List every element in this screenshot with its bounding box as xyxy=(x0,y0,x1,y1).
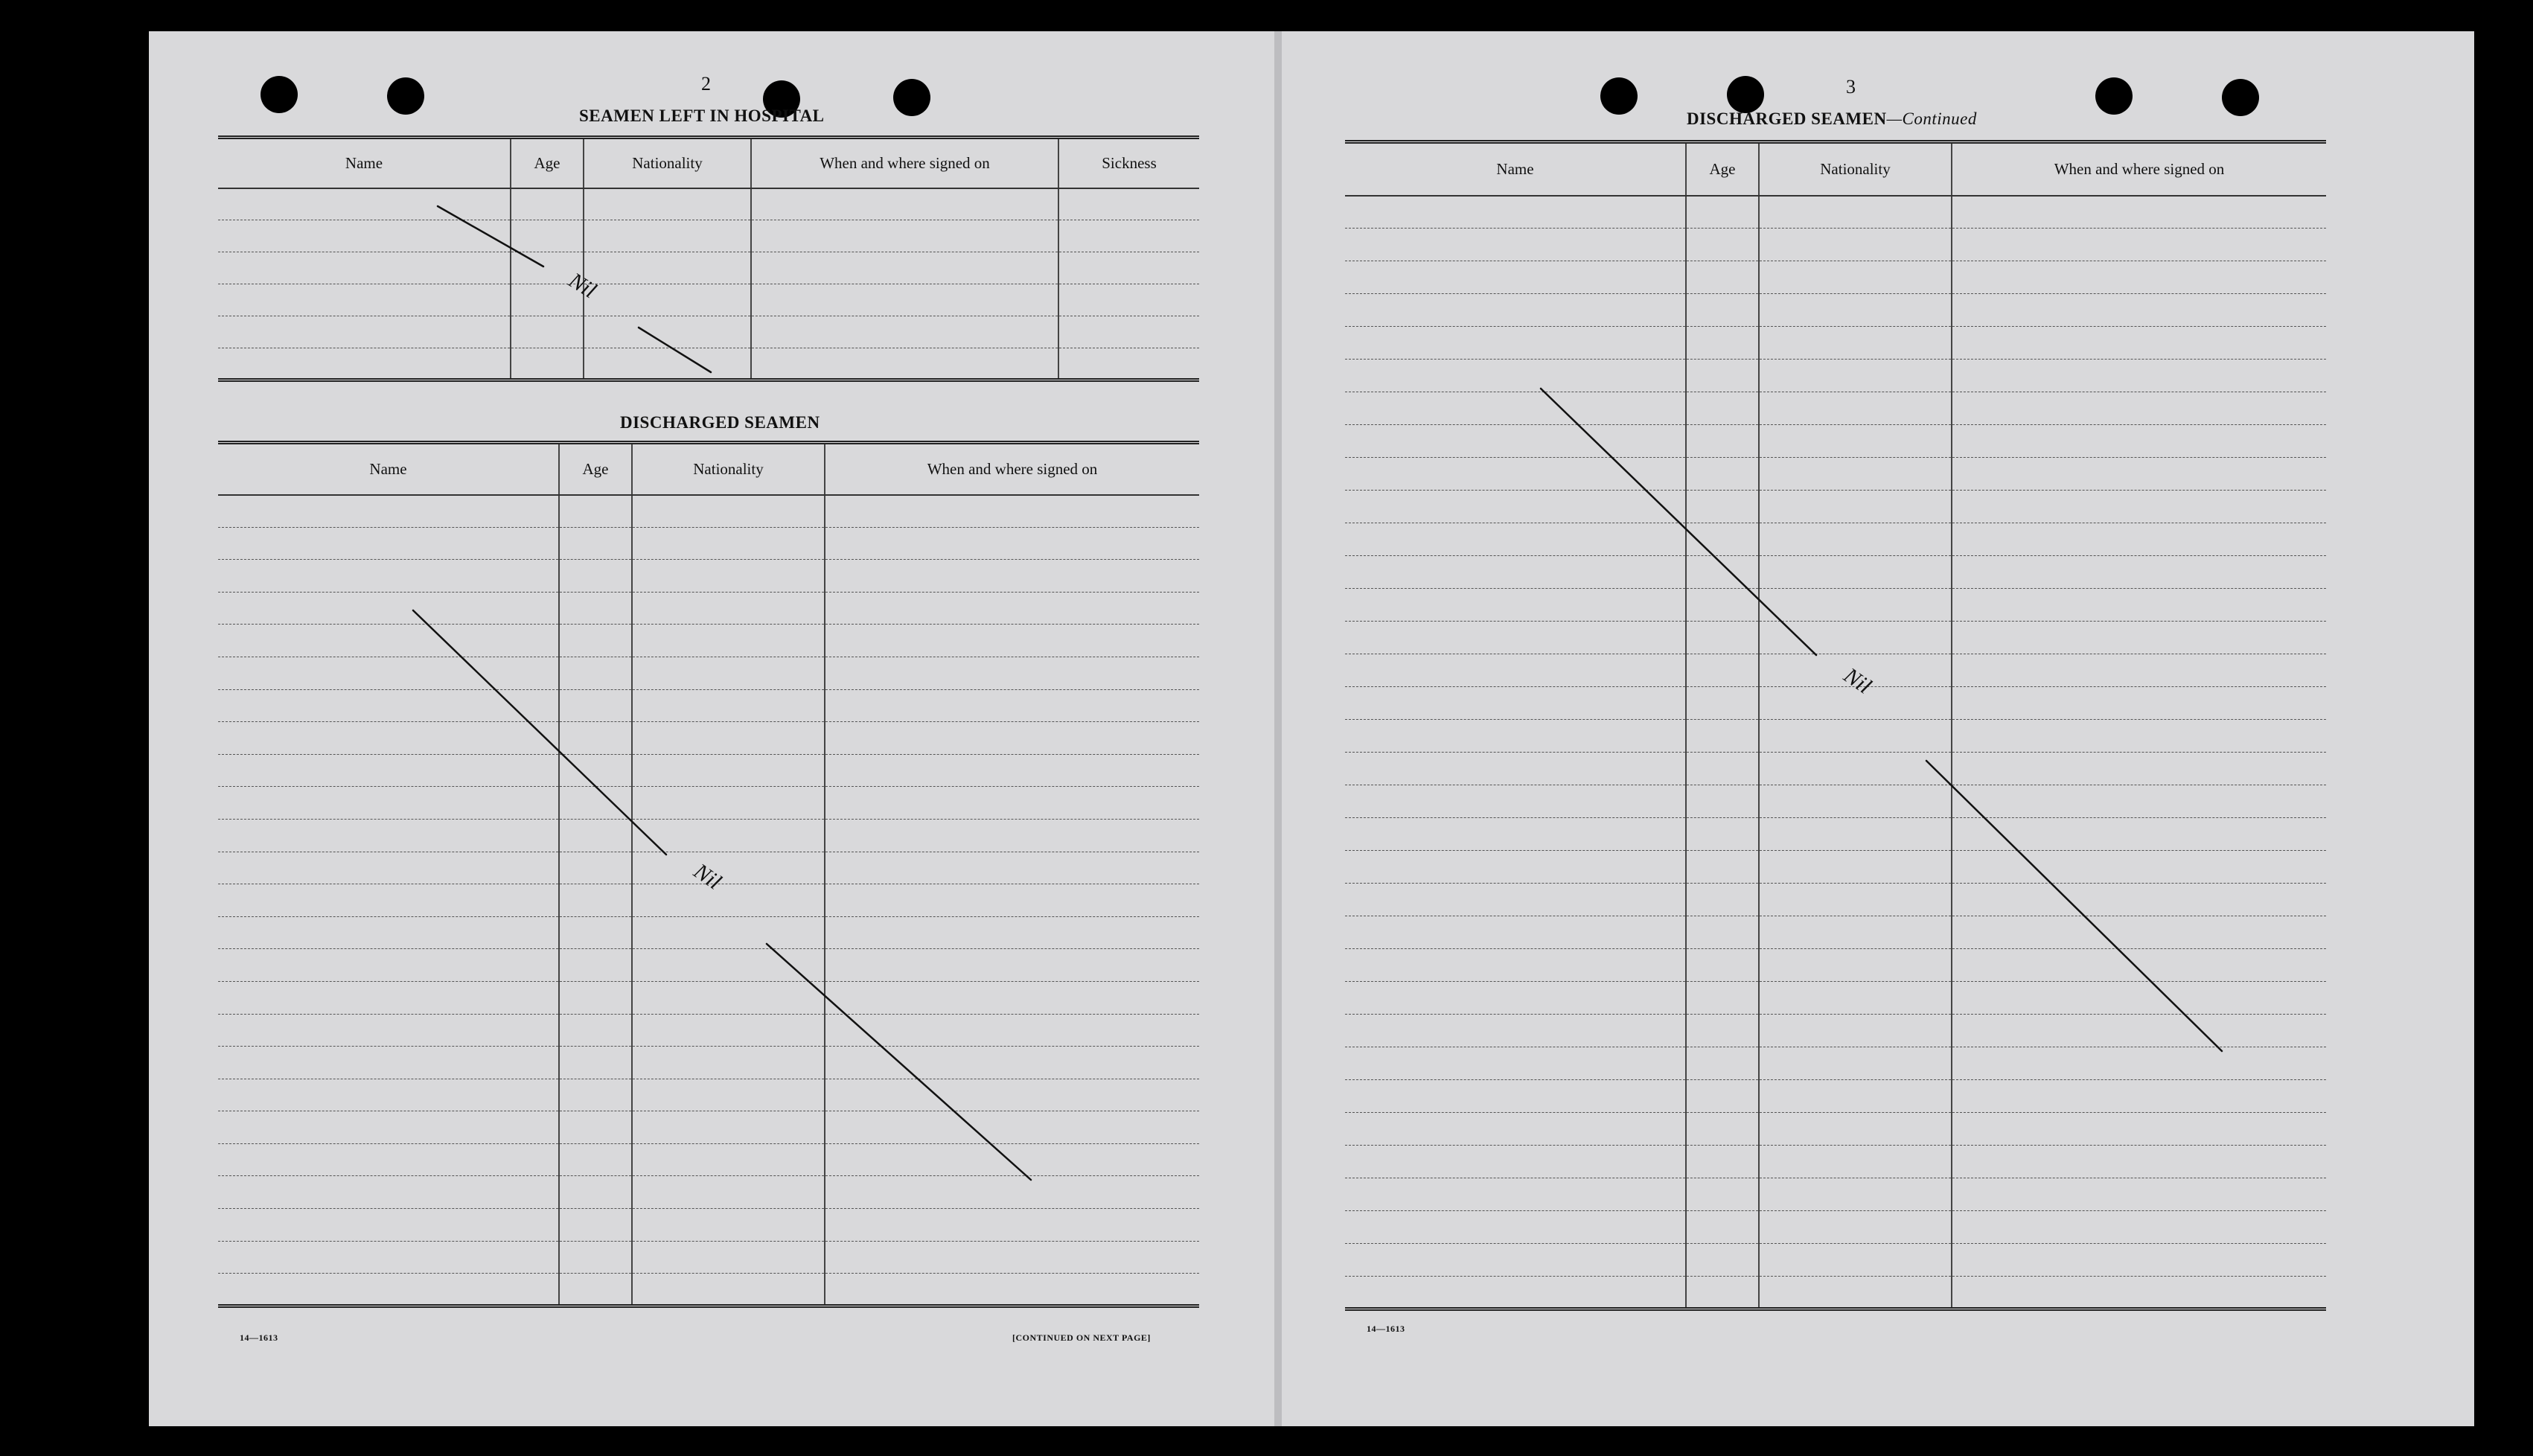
column-header-name: Name xyxy=(218,138,511,188)
continued-suffix: —Continued xyxy=(1886,109,1977,128)
form-number-right: 14—1613 xyxy=(1367,1324,1405,1334)
column-header-sickness: Sickness xyxy=(1058,138,1199,188)
strike-line xyxy=(1926,761,2222,1051)
nil-annotation: Nil xyxy=(689,858,726,895)
column-header-age: Age xyxy=(559,443,632,495)
nil-annotation: Nil xyxy=(564,267,601,304)
column-header-age: Age xyxy=(1686,142,1759,196)
strike-line xyxy=(639,328,711,372)
strike-line xyxy=(767,944,1031,1180)
strike-line xyxy=(1541,389,1816,655)
nil-annotation: Nil xyxy=(1839,662,1876,699)
column-header-name: Name xyxy=(1345,142,1686,196)
page-number-right: 3 xyxy=(1846,76,1856,98)
column-header-signed-on: When and where signed on xyxy=(1952,142,2326,196)
column-header-nationality: Nationality xyxy=(584,138,751,188)
page-number-left: 2 xyxy=(701,73,711,95)
column-header-nationality: Nationality xyxy=(632,443,825,495)
discharged-continued-title-main: DISCHARGED SEAMEN xyxy=(1687,109,1887,128)
strike-line xyxy=(413,610,666,855)
strike-line xyxy=(438,206,543,266)
column-header-signed-on: When and where signed on xyxy=(825,443,1199,495)
form-number-left: 14—1613 xyxy=(240,1332,278,1343)
discharged-section-title: DISCHARGED SEAMEN xyxy=(620,413,820,432)
column-header-signed-on: When and where signed on xyxy=(751,138,1058,188)
continued-note: [CONTINUED ON NEXT PAGE] xyxy=(1012,1332,1151,1343)
column-header-name: Name xyxy=(218,443,559,495)
column-header-age: Age xyxy=(511,138,584,188)
column-header-nationality: Nationality xyxy=(1759,142,1952,196)
hospital-section-title: SEAMEN LEFT IN HOSPITAL xyxy=(579,106,825,125)
